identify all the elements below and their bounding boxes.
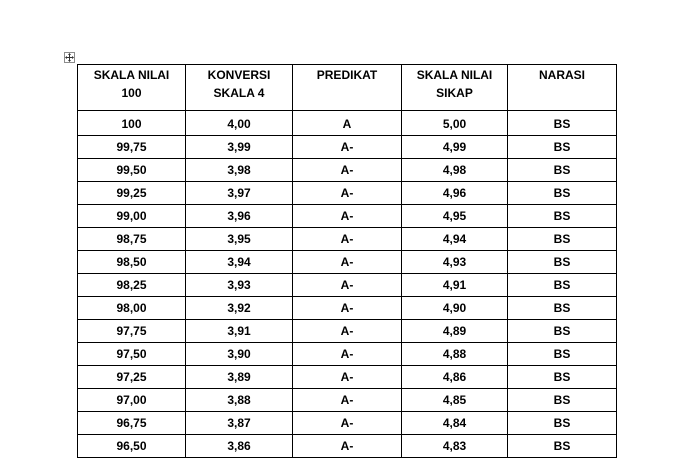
cell-narasi: BS	[508, 320, 617, 343]
cell-skala-nilai-sikap: 4,91	[402, 274, 508, 297]
cell-predikat: A-	[293, 182, 402, 205]
header-text: SKALA 4	[213, 86, 265, 100]
cell-narasi: BS	[508, 343, 617, 366]
cell-predikat: A-	[293, 251, 402, 274]
cell-skala-nilai-100: 98,75	[78, 228, 186, 251]
header-skala-nilai-sikap	[402, 65, 508, 111]
cell-skala-nilai-100: 96,75	[78, 412, 186, 435]
header-text: SKALA NILAI	[93, 68, 170, 82]
cell-predikat: A	[293, 111, 402, 136]
header-narasi	[508, 65, 617, 111]
cell-predikat: A-	[293, 435, 402, 458]
cell-narasi: BS	[508, 159, 617, 182]
cell-skala-nilai-sikap: 4,86	[402, 366, 508, 389]
cell-konversi-skala-4: 3,92	[186, 297, 293, 320]
header-predikat	[293, 65, 402, 111]
cell-predikat: A-	[293, 320, 402, 343]
cell-konversi-skala-4: 3,86	[186, 435, 293, 458]
table-row	[78, 297, 617, 320]
table-row	[78, 159, 617, 182]
header-text: KONVERSI	[207, 68, 271, 82]
cell-skala-nilai-100: 100	[78, 111, 186, 136]
cell-skala-nilai-100: 97,25	[78, 366, 186, 389]
table-body	[78, 111, 617, 458]
cell-narasi: BS	[508, 389, 617, 412]
cell-narasi: BS	[508, 297, 617, 320]
table-row	[78, 343, 617, 366]
cell-narasi: BS	[508, 435, 617, 458]
cell-skala-nilai-100: 98,25	[78, 274, 186, 297]
cell-predikat: A-	[293, 389, 402, 412]
table-header-row	[78, 65, 617, 111]
table-row	[78, 111, 617, 136]
cell-skala-nilai-sikap: 4,90	[402, 297, 508, 320]
table-move-handle-icon[interactable]	[64, 52, 75, 63]
cell-konversi-skala-4: 3,88	[186, 389, 293, 412]
header-text: NARASI	[538, 68, 585, 82]
table-row	[78, 366, 617, 389]
cell-skala-nilai-100: 98,50	[78, 251, 186, 274]
cell-predikat: A-	[293, 343, 402, 366]
cell-predikat: A-	[293, 205, 402, 228]
cell-skala-nilai-100: 97,00	[78, 389, 186, 412]
cell-konversi-skala-4: 3,91	[186, 320, 293, 343]
cell-predikat: A-	[293, 159, 402, 182]
cell-predikat: A-	[293, 366, 402, 389]
cell-skala-nilai-sikap: 4,84	[402, 412, 508, 435]
table-row	[78, 228, 617, 251]
cell-skala-nilai-sikap: 4,98	[402, 159, 508, 182]
cell-narasi: BS	[508, 182, 617, 205]
table-row	[78, 274, 617, 297]
cell-narasi: BS	[508, 228, 617, 251]
table-row	[78, 251, 617, 274]
table-row	[78, 389, 617, 412]
cell-skala-nilai-sikap: 4,93	[402, 251, 508, 274]
header-skala-nilai-100	[78, 65, 186, 111]
cell-skala-nilai-100: 99,25	[78, 182, 186, 205]
table-row	[78, 412, 617, 435]
cell-konversi-skala-4: 4,00	[186, 111, 293, 136]
header-konversi-skala-4	[186, 65, 293, 111]
cell-skala-nilai-100: 96,50	[78, 435, 186, 458]
cell-skala-nilai-sikap: 4,96	[402, 182, 508, 205]
cell-skala-nilai-100: 97,50	[78, 343, 186, 366]
header-text: PREDIKAT	[316, 68, 378, 82]
cell-predikat: A-	[293, 412, 402, 435]
cell-konversi-skala-4: 3,99	[186, 136, 293, 159]
cell-predikat: A-	[293, 274, 402, 297]
header-text: SKALA NILAI	[416, 68, 493, 82]
cell-skala-nilai-sikap: 4,85	[402, 389, 508, 412]
cell-skala-nilai-sikap: 4,89	[402, 320, 508, 343]
cell-predikat: A-	[293, 228, 402, 251]
cell-narasi: BS	[508, 412, 617, 435]
cell-skala-nilai-sikap: 4,99	[402, 136, 508, 159]
cell-narasi: BS	[508, 136, 617, 159]
cell-narasi: BS	[508, 274, 617, 297]
cell-narasi: BS	[508, 111, 617, 136]
cell-konversi-skala-4: 3,95	[186, 228, 293, 251]
cell-konversi-skala-4: 3,87	[186, 412, 293, 435]
table-row	[78, 320, 617, 343]
table-row	[78, 136, 617, 159]
cell-konversi-skala-4: 3,93	[186, 274, 293, 297]
cell-skala-nilai-100: 98,00	[78, 297, 186, 320]
cell-konversi-skala-4: 3,97	[186, 182, 293, 205]
cell-skala-nilai-sikap: 4,95	[402, 205, 508, 228]
cell-predikat: A-	[293, 136, 402, 159]
cell-narasi: BS	[508, 366, 617, 389]
cell-skala-nilai-sikap: 5,00	[402, 111, 508, 136]
cell-skala-nilai-100: 97,75	[78, 320, 186, 343]
cell-narasi: BS	[508, 205, 617, 228]
cell-predikat: A-	[293, 297, 402, 320]
table-row	[78, 205, 617, 228]
cell-skala-nilai-100: 99,50	[78, 159, 186, 182]
cell-konversi-skala-4: 3,96	[186, 205, 293, 228]
cell-konversi-skala-4: 3,98	[186, 159, 293, 182]
header-text: 100	[121, 86, 142, 100]
header-text: SIKAP	[436, 86, 473, 100]
cell-skala-nilai-100: 99,75	[78, 136, 186, 159]
grade-conversion-table	[77, 64, 617, 458]
cell-skala-nilai-sikap: 4,94	[402, 228, 508, 251]
cell-skala-nilai-100: 99,00	[78, 205, 186, 228]
cell-konversi-skala-4: 3,90	[186, 343, 293, 366]
table-row	[78, 435, 617, 458]
table-row	[78, 182, 617, 205]
cell-skala-nilai-sikap: 4,83	[402, 435, 508, 458]
cell-konversi-skala-4: 3,89	[186, 366, 293, 389]
cell-skala-nilai-sikap: 4,88	[402, 343, 508, 366]
cell-narasi: BS	[508, 251, 617, 274]
cell-konversi-skala-4: 3,94	[186, 251, 293, 274]
